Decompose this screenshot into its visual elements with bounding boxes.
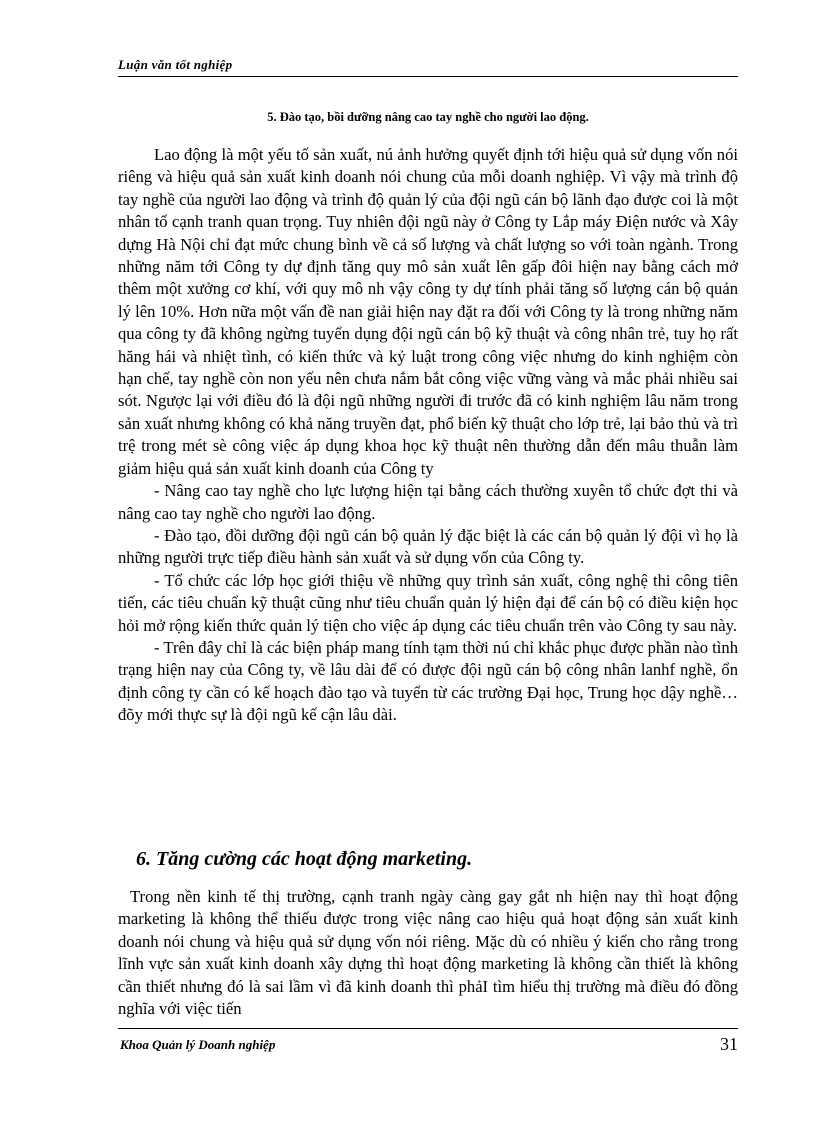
footer-faculty: Khoa Quản lý Doanh nghiệp bbox=[120, 1037, 276, 1052]
section-6-body bbox=[118, 886, 738, 1020]
header-title: Luận văn tốt nghiệp bbox=[118, 57, 233, 72]
bullet-item: - Đào tạo, đồi dưỡng đội ngũ cán bộ quản lý đặc biệt là các cán bộ quản lý đội vì họ là những người trực tiếp điều hành sản xuất và sử dụng vốn của Công ty. bbox=[118, 525, 738, 568]
page-header bbox=[118, 56, 738, 77]
bullet-item: - Tổ chức các lớp học giới thiệu về những quy trình sản xuất, công nghệ thi công tiên tiến, các tiêu chuẩn kỹ thuật cũng như tiêu chuẩn quản lý hiện đại để cán bộ có điều kiện học hỏi mở rộng kiến thức quản lý tiện cho việc áp dụng các tiêu chuẩn trên vào Công ty sau này. bbox=[118, 570, 738, 635]
bullet-item: - Trên đây chỉ là các biện pháp mang tính tạm thời nú chỉ khắc phục được phần nào tình trạng hiện nay của Công ty, về lâu dài để có được đội ngũ cán bộ công nhân lanhf nghề, ổn định công ty cần có kế hoạch đào tạo và tuyển từ các trường Đại học, Trung học dậy nghề… đõy mới thực sự là đội ngũ kế cận lâu dài. bbox=[118, 637, 738, 725]
page-number: 31 bbox=[720, 1034, 738, 1054]
section-6-heading: 6. Tăng cường các hoạt động marketing. bbox=[136, 848, 473, 870]
paragraph: Trong nền kinh tế thị trường, cạnh tranh ngày càng gay gắt nh hiện nay thì hoạt động marketing là không thể thiếu được trong việc nâng cao hiệu quả hoạt động sản xuất kinh doanh nói chung và hiệu quả sử dụng vốn nói riêng. Mặc dù có nhiều ý kiến cho rằng trong lĩnh vực sản xuất kinh doanh xây dựng thì hoạt động marketing là không cần thiết là không cần thiết nhưng đó là sai lầm vì đã kinh doanh thì phảI tìm hiểu thị trường mà điều đó đồng nghĩa với việc tiến bbox=[118, 887, 738, 1019]
section-5-body bbox=[118, 144, 738, 727]
bullet-item: - Nâng cao tay nghề cho lực lượng hiện tại bằng cách thường xuyên tổ chức đợt thi và nâng cao tay nghề cho người lao động. bbox=[118, 481, 738, 523]
page-footer bbox=[118, 1028, 738, 1054]
section-5-heading: 5. Đào tạo, bồi dưỡng nâng cao tay nghề cho người lao động. bbox=[267, 110, 589, 124]
paragraph: Lao động là một yếu tố sản xuất, nú ảnh hưởng quyết định tới hiệu quả sử dụng vốn nói riêng và hiệu quả sản xuất kinh doanh nói chung của mỗi doanh nghiệp. Vì vậy mà trình độ tay nghề của người lao động và trình độ quản lý của đội ngũ cán bộ lãnh đạo được coi là một nhân tố cạnh tranh quan trọng. Tuy nhiên đội ngũ này ở Công ty Lắp máy Điện nước và Xây dựng Hà Nội chỉ đạt mức chung bình về cả số lượng và chất lượng so với toàn ngành. Trong những năm tới Công ty dự định tăng quy mô sản xuất lên gấp đôi hiện nay bằng cách mở thêm một xưởng cơ khí, với quy mô nh vậy công ty dự tính phải tăng số lượng cán bộ quản lý lên 10%. Hơn nữa một vấn đề nan giải hiện nay đặt ra đối với Công ty là trong những năm qua công ty đã không ngừng tuyển dụng đội ngũ cán bộ kỹ thuật và công nhân trẻ, tuy họ rất hăng hái và nhiệt tình, có kiến thức và kỷ luật trong công việc nhưng do kinh nghiệm còn hạn chế, tay nghề còn non yếu nên chưa nắm bắt công việc vững vàng và mắc phải nhiều sai sót. Ngược lại với điều đó là đội ngũ những người đi trước đã có kinh nghiệm lâu năm trong sản xuất nhưng không có khả năng truyền đạt, phổ biến kỹ thuật cho lớp trẻ, lại bảo thủ và trì trệ trong mét sè công việc áp dụng khoa học kỹ thuật nên thường dẫn đến mâu thuẫn làm giảm hiệu quả sản xuất kinh doanh của Công ty bbox=[118, 145, 738, 478]
